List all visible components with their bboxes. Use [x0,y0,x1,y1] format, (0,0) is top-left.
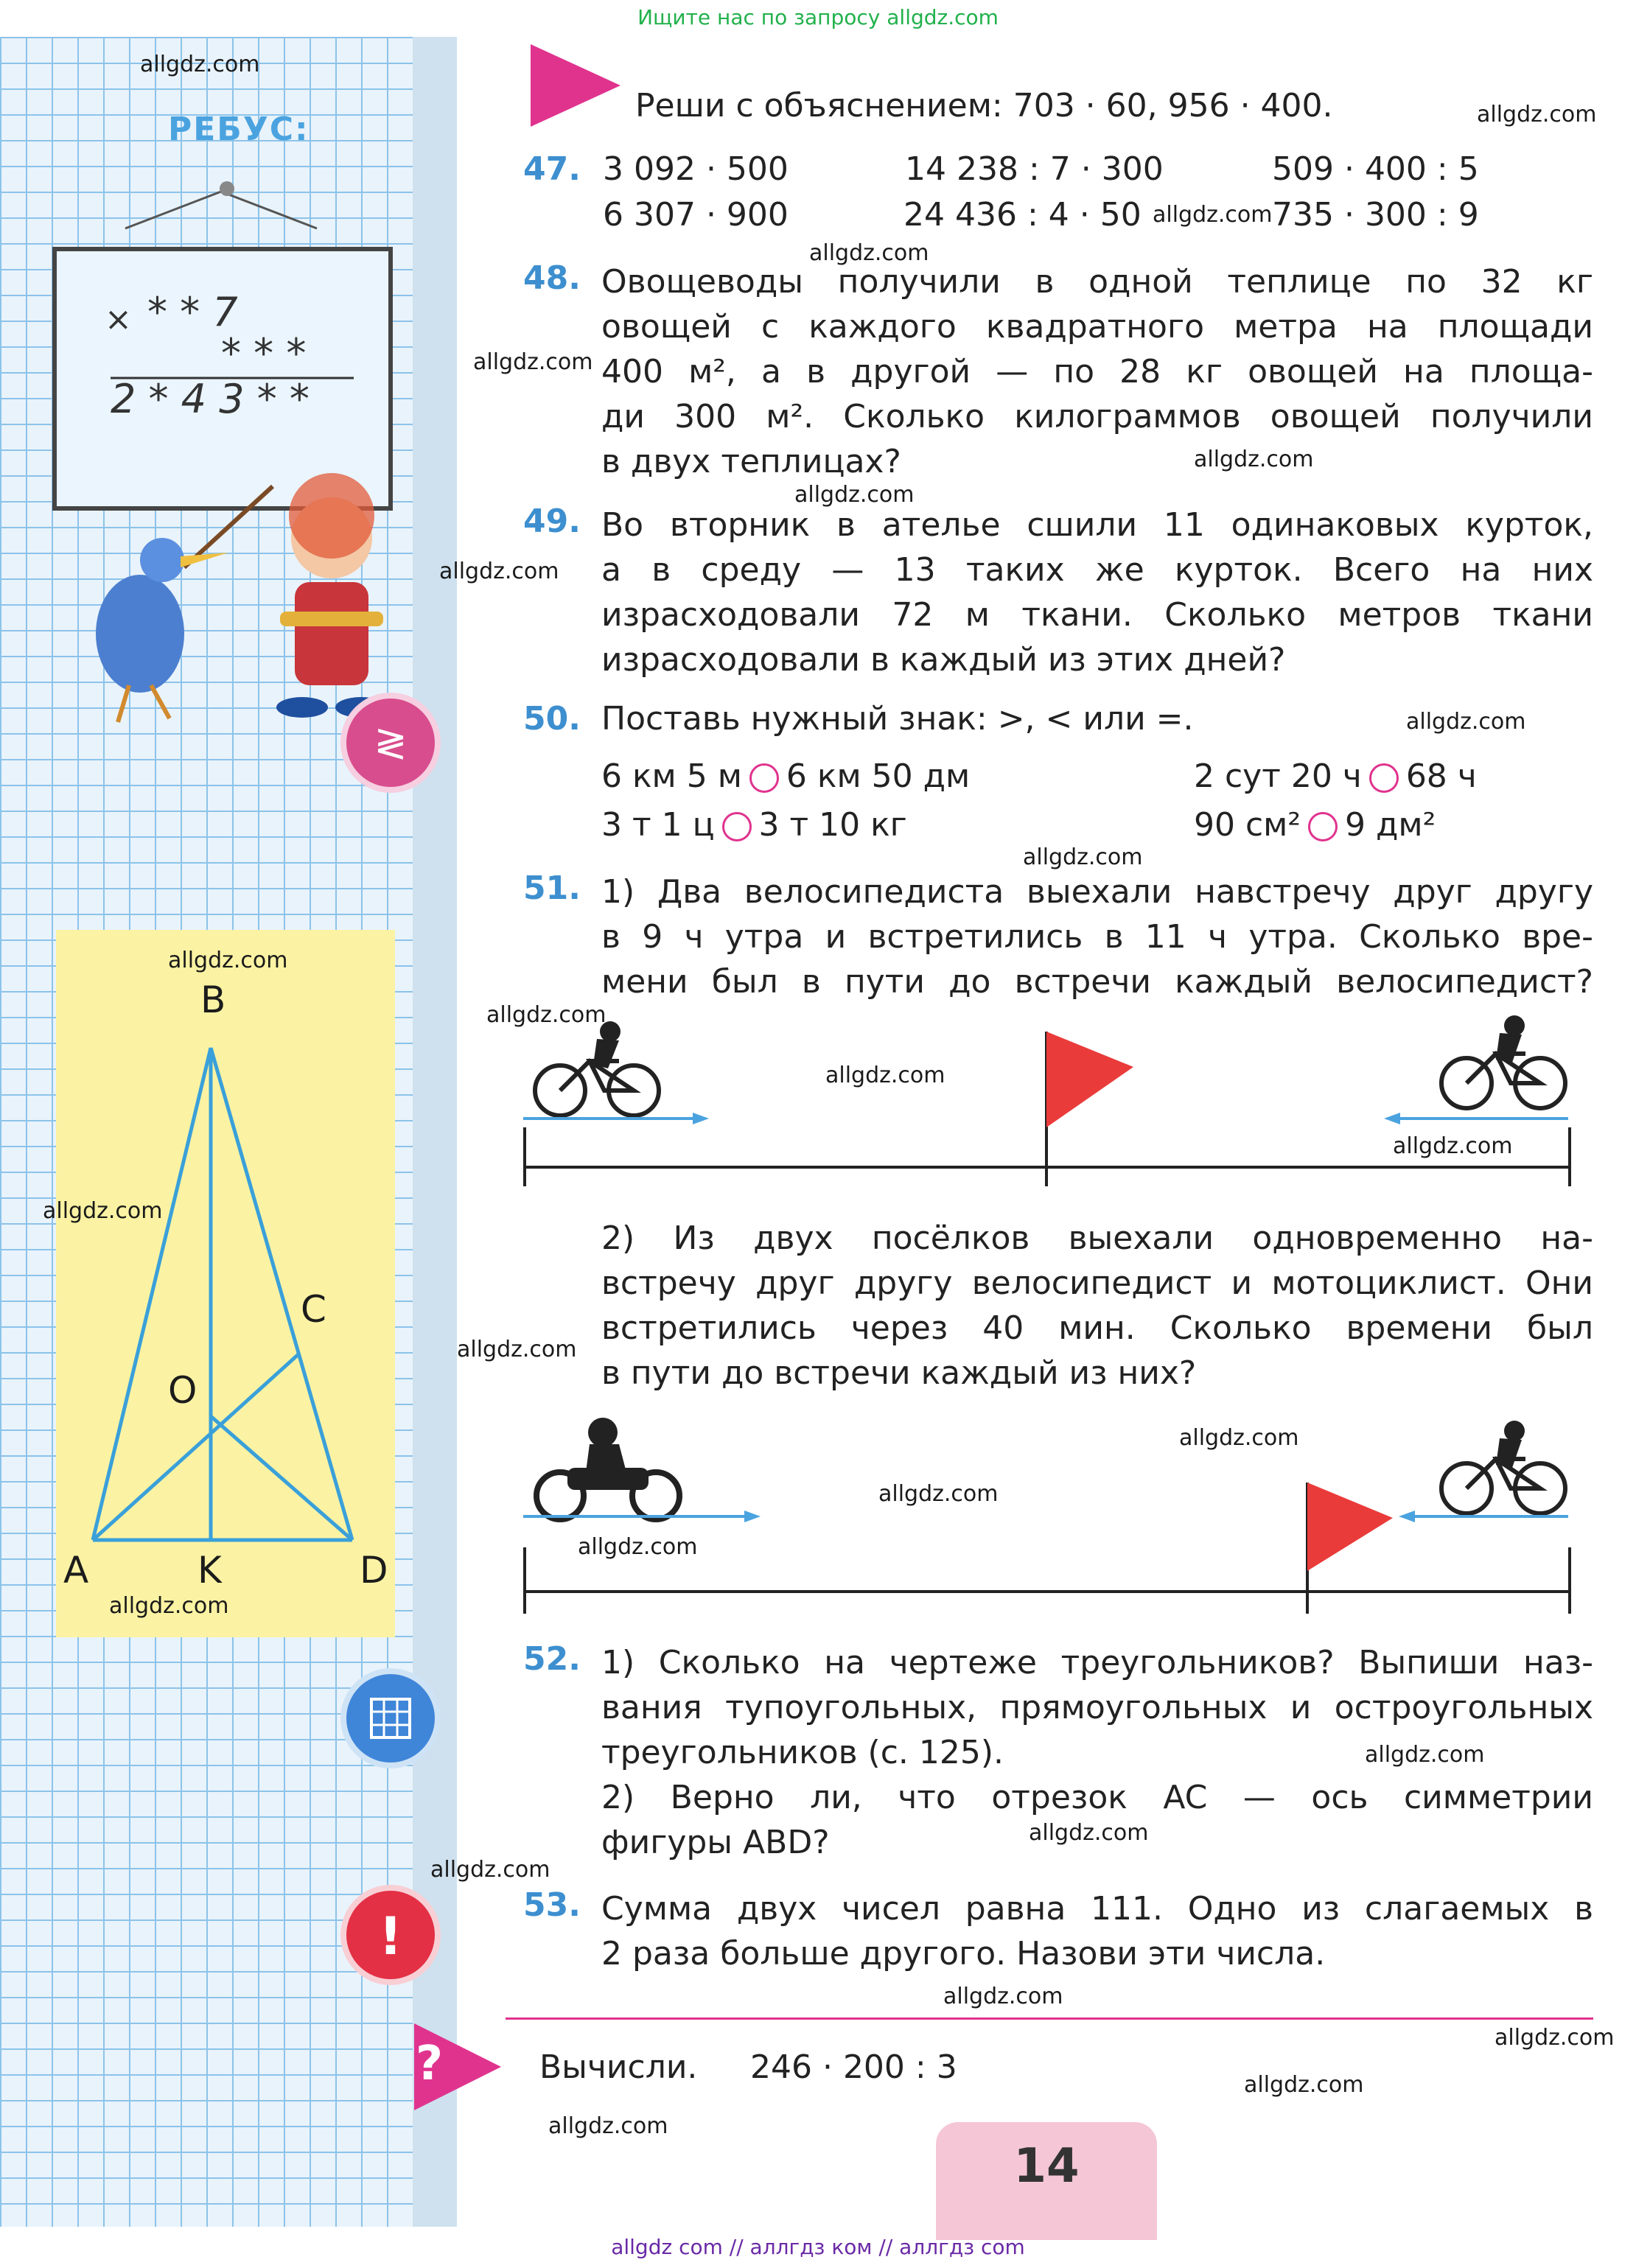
task-47-col2-row1: 14 238 : 7 · 300 [905,150,1164,188]
task-53-line: Сумма двух чисел равна 111. Одно из слагаемых в [601,1890,1593,1928]
task-51-line: 1) Два велосипедиста выехали навстречу друг другу [601,873,1593,911]
watermark: allgdz.com [486,1002,606,1028]
watermark: allgdz.com [1153,202,1273,228]
task-51-number: 51. [523,869,581,907]
rebus-title: РЕБУС: [168,111,310,148]
task-52-line: вания тупоугольных, прямоугольных и остроугольных [601,1689,1593,1726]
task-47-col3-row1: 509 · 400 : 5 [1272,150,1479,188]
watermark: allgdz.com [548,2113,668,2139]
compare-c1: 3 т 1 ц [601,806,715,844]
task-50-row2-left [601,806,907,844]
compare-c2: 3 т 10 кг [758,806,907,844]
characters-illustration [59,472,398,737]
task-50-row1-right [1194,757,1477,795]
watermark: allgdz.com [430,1857,550,1883]
top-banner: Ищите нас по запросу allgdz.com [637,5,999,29]
watermark: allgdz.com [1029,1820,1149,1846]
task-51-line: встречу друг другу велосипедист и мотоциклист. Они [601,1264,1593,1302]
task-47-col1-row1: 3 092 · 500 [603,150,789,188]
watermark: allgdz.com [473,349,593,375]
task-50-row2-right [1194,806,1436,844]
task-51-line: мени был в пути до встречи каждый велосипедист? [601,963,1593,1001]
task-51-line: встретились через 40 мин. Сколько времени был [601,1309,1593,1347]
page-number: 14 [936,2122,1157,2240]
task-48-text [601,259,1593,484]
label-d: D [360,1549,388,1592]
task-48-line: в двух теплицах? [601,443,901,480]
footer-links: allgdz com // аллгдз ком // аллгдз com [611,2235,1025,2259]
watermark: allgdz.com [578,1534,698,1560]
compare-slot-3[interactable] [722,812,752,841]
meeting-flag [1307,1483,1393,1571]
watermark: allgdz.com [140,52,260,77]
cyclists-diagram [516,1009,1584,1208]
rebus-sign: × [105,301,132,338]
watermark: allgdz.com [1244,2072,1364,2098]
motorcycle-icon [536,1418,679,1519]
watermark: allgdz.com [457,1337,577,1362]
compare-slot-1[interactable] [749,763,779,793]
task-53-number: 53. [523,1886,581,1924]
watermark: allgdz.com [168,948,288,973]
motorcycle-cyclist-diagram [516,1415,1584,1621]
task-47-col3-row2: 735 · 300 : 9 [1272,196,1479,234]
rebus-result: 2 * 4 3 * * [111,376,310,422]
task-49-number: 49. [523,503,581,540]
task-47-col1-row2: 6 307 · 900 [603,196,789,234]
task-48-line: овощей с каждого квадратного метра на площади [601,308,1593,346]
task-51-part2 [601,1216,1593,1396]
watermark: allgdz.com [1495,2025,1615,2051]
svg-text:!: ! [379,1906,402,1967]
task-51-line: в пути до встречи каждый из них? [601,1354,1197,1392]
watermark: allgdz.com [943,1984,1063,2009]
task-53-text [601,1886,1593,1976]
watermark: allgdz.com [1023,844,1143,870]
task-47-number: 47. [523,150,581,188]
watermark: allgdz.com [794,482,915,508]
task-51-part1 [601,869,1593,1004]
task-48-line: 400 м², а в другой — по 28 кг овощей на площа- [601,353,1593,391]
label-k: K [197,1549,222,1592]
compare-slot-4[interactable] [1308,812,1338,841]
compare-d1: 90 см² [1194,806,1301,844]
label-o: O [168,1369,197,1412]
task-49-line: Во вторник в ателье сшили 11 одинаковых курток, [601,506,1593,544]
task-48-number: 48. [523,259,581,297]
exclamation-icon [346,1891,435,1979]
task-48-line: ди 300 м². Сколько килограммов овощей получили [601,398,1593,435]
label-c: C [301,1288,326,1331]
rebus-row2: * * * [221,330,307,377]
compare-a1: 6 км 5 м [601,757,742,795]
watermark: allgdz.com [809,240,929,266]
bicycle-icon-right [1441,1015,1565,1108]
task-49-text [601,503,1593,682]
task-52-line: 1) Сколько на чертеже треугольников? Выпиши наз- [601,1644,1593,1681]
compare-d2: 9 дм² [1345,806,1436,844]
task-49-line: израсходовали 72 м ткани. Сколько метров ткани [601,596,1593,634]
question-icon: ? [416,2037,444,2091]
compare-icon [346,699,435,787]
task-49-line: а в среду — 13 таких же курток. Всего на них [601,551,1593,589]
rebus-row1: * * 7 [147,289,238,335]
compare-slot-2[interactable] [1369,763,1399,793]
compare-b1: 2 сут 20 ч [1194,757,1362,795]
task-52-line: 2) Верно ли, что отрезок AC — ось симметрии [601,1779,1593,1816]
watermark: allgdz.com [878,1481,999,1507]
task-50-row1-left [601,757,970,795]
label-a: A [63,1549,89,1592]
task-51-line: в 9 ч утра и встретились в 11 ч утра. Сколько вре- [601,918,1593,956]
divider [506,2017,1593,2020]
task-52-number: 52. [523,1640,581,1678]
task-49-line: израсходовали в каждый из этих дней? [601,641,1286,679]
meeting-flag [1046,1032,1133,1127]
grid-icon [346,1674,435,1763]
play-marker-icon [528,41,623,130]
watermark: allgdz.com [1194,447,1314,472]
watermark: allgdz.com [109,1593,229,1619]
compute-label: Вычисли. [539,2048,698,2086]
task-51-line: 2) Из двух посёлков выехали одновременно на- [601,1219,1593,1257]
watermark: allgdz.com [1393,1133,1513,1159]
watermark: allgdz.com [1179,1425,1299,1451]
watermark: allgdz.com [439,559,559,584]
task-48-line: Овощеводы получили в одной теплице по 32 кг [601,263,1593,301]
task-53-line: 2 раза больше другого. Назови эти числа. [601,1935,1326,1973]
task-52-line: треугольников (с. 125). [601,1734,1004,1771]
compute-expression: 246 · 200 : 3 [750,2048,957,2086]
task-50-title: Поставь нужный знак: >, < или =. [601,700,1194,738]
task-52-line: фигуры ABD? [601,1824,830,1861]
intro-text: Реши с объяснением: 703 · 60, 956 · 400. [635,87,1333,125]
svg-text:≷: ≷ [374,719,408,766]
watermark: allgdz.com [43,1198,163,1224]
triangle-figure [56,930,395,1637]
bicycle-icon-left [535,1021,659,1116]
watermark: allgdz.com [825,1063,945,1088]
watermark: allgdz.com [1406,709,1526,735]
task-50-number: 50. [523,700,581,738]
label-b: B [200,979,226,1021]
compare-b2: 68 ч [1405,757,1477,795]
bicycle-icon [1441,1421,1565,1513]
compare-a2: 6 км 50 дм [786,757,971,795]
watermark: allgdz.com [1477,102,1597,127]
task-47-col2-row2: 24 436 : 4 · 50 [903,196,1142,234]
watermark: allgdz.com [1365,1742,1485,1768]
